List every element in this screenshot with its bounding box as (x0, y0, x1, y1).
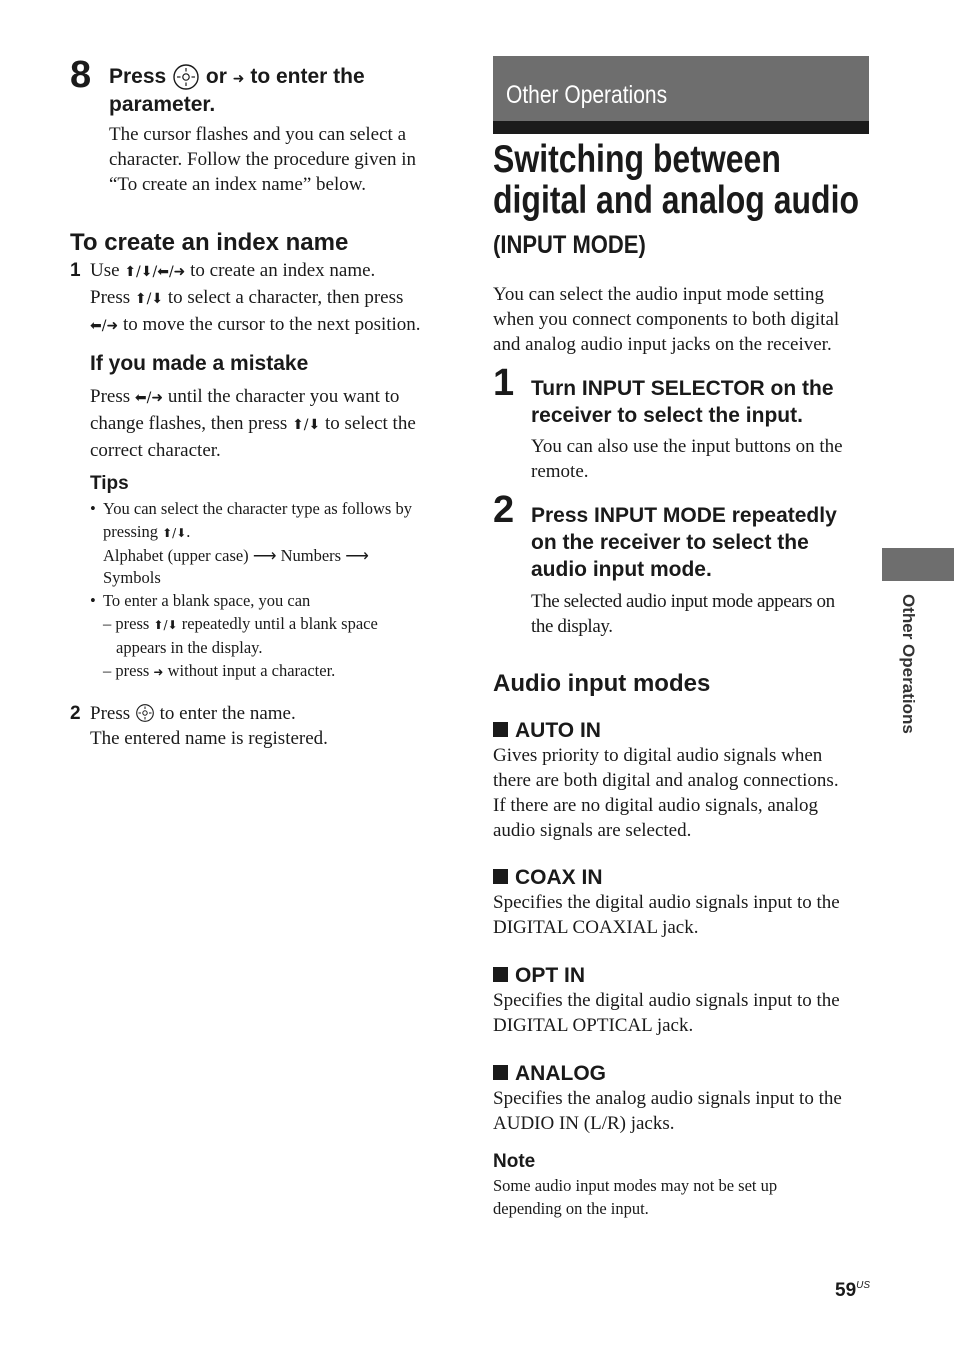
square-bullet-icon (493, 967, 508, 982)
page-subtitle: (INPUT MODE) (493, 231, 646, 259)
audio-modes-heading: Audio input modes (493, 670, 711, 697)
create-index-step-1: Use ⬆/⬇/⬅/➜ to create an index name. Press ⬆/⬇ to select a character, then press ⬅/➜ to move the cursor to the next position. (90, 260, 421, 335)
note-body: Some audio input modes may not be set up depending on the input. (493, 1176, 778, 1218)
step-8-number: 8 (70, 54, 92, 96)
step-1-number: 1 (493, 362, 515, 404)
step-1-heading: Turn INPUT SELECTOR on the receiver to select the input. (531, 377, 834, 427)
up-down-arrows-icon: ⬆/⬇ (292, 417, 321, 433)
left-right-arrows-icon: ⬅/➜ (90, 318, 119, 334)
page-number: $59^{US}$ (835, 1280, 871, 1301)
up-down-arrows-icon: ⬆/⬇ (153, 617, 178, 632)
right-arrow-icon: ➜ (153, 664, 164, 679)
right-arrow-icon: ➜ (232, 71, 245, 87)
square-bullet-icon (493, 869, 508, 884)
step-8-heading-line2: parameter. (109, 93, 216, 116)
mode-desc-coax-in: Specifies the digital audio signals input to the DIGITAL COAXIAL jack. (493, 892, 840, 938)
square-bullet-icon (493, 1065, 508, 1080)
left-right-arrows-icon: ⬅/➜ (134, 390, 164, 406)
step-2-body: The selected audio input mode appears on the display. (531, 591, 835, 637)
step-1-body: You can also use the input buttons on the remote. (531, 436, 843, 482)
mistake-body: Press ⬅/➜ until the character you want to change flashes, then press ⬆/⬇ to select the correct character. (90, 386, 416, 461)
mode-desc-auto-in: Gives priority to digital audio signals when there are both digital and analog connections. If there are no digital audio signals, analog audio signals are selected. (493, 745, 839, 841)
page-title-line1: Switching between (493, 138, 781, 181)
mode-heading-opt-in: OPT IN (493, 963, 585, 989)
list-number-1: 1 (70, 260, 81, 281)
mode-heading-analog: ANALOG (493, 1061, 606, 1087)
create-index-step-2: Press to enter the name. The entered name is registered. (90, 703, 328, 749)
long-arrow-icon: ⟶ (252, 545, 277, 565)
intro-text: You can select the audio input mode setting when you connect components to both digital and analog audio input jacks on the receiver. (493, 284, 840, 355)
side-tab-marker (882, 548, 954, 581)
step-2-number: 2 (493, 489, 515, 531)
square-bullet-icon (493, 722, 508, 737)
note-heading: Note (493, 1151, 536, 1172)
enter-button-icon (135, 703, 155, 723)
up-down-arrows-icon: ⬆/⬇ (162, 525, 187, 540)
section-banner-title: Other Operations (506, 81, 668, 109)
mistake-heading: If you made a mistake (90, 352, 309, 375)
side-tab-label: Other Operations (899, 594, 918, 734)
long-arrow-icon: ⟶ (345, 545, 369, 565)
enter-button-icon (172, 63, 200, 91)
mode-desc-opt-in: Specifies the digital audio signals input to the DIGITAL OPTICAL jack. (493, 990, 840, 1036)
mode-heading-coax-in: COAX IN (493, 865, 603, 891)
step-8-body: The cursor flashes and you can select a character. Follow the procedure given in “To create an index name” below. (109, 124, 417, 195)
mode-heading-auto-in: AUTO IN (493, 718, 601, 744)
section-banner (493, 56, 869, 134)
step-8-heading: Press or ➜ to enter the (109, 63, 365, 93)
step-2-heading: Press INPUT MODE repeatedly on the receiver to select the audio input mode. (531, 504, 837, 581)
tip-bullet-1: • You can select the character type as follows by pressing ⬆/⬇. Alphabet (upper case) ⟶ Numbers ⟶ Symbols (90, 499, 412, 588)
page-title-line2: digital and analog audio (493, 179, 860, 222)
mode-desc-analog: Specifies the analog audio signals input to the AUDIO IN (L/R) jacks. (493, 1088, 842, 1134)
tips-heading: Tips (90, 473, 129, 494)
up-down-arrows-icon: ⬆/⬇ (134, 291, 164, 307)
four-way-arrows-icon: ⬆/⬇/⬅/➜ (124, 264, 186, 280)
tip-bullet-2: • To enter a blank space, you can – press ⬆/⬇ repeatedly until a blank space appears in the display. – press ➜ without input a character. (90, 591, 378, 680)
tips-list (90, 498, 412, 683)
list-number-2: 2 (70, 703, 81, 724)
create-index-heading: To create an index name (70, 229, 349, 256)
